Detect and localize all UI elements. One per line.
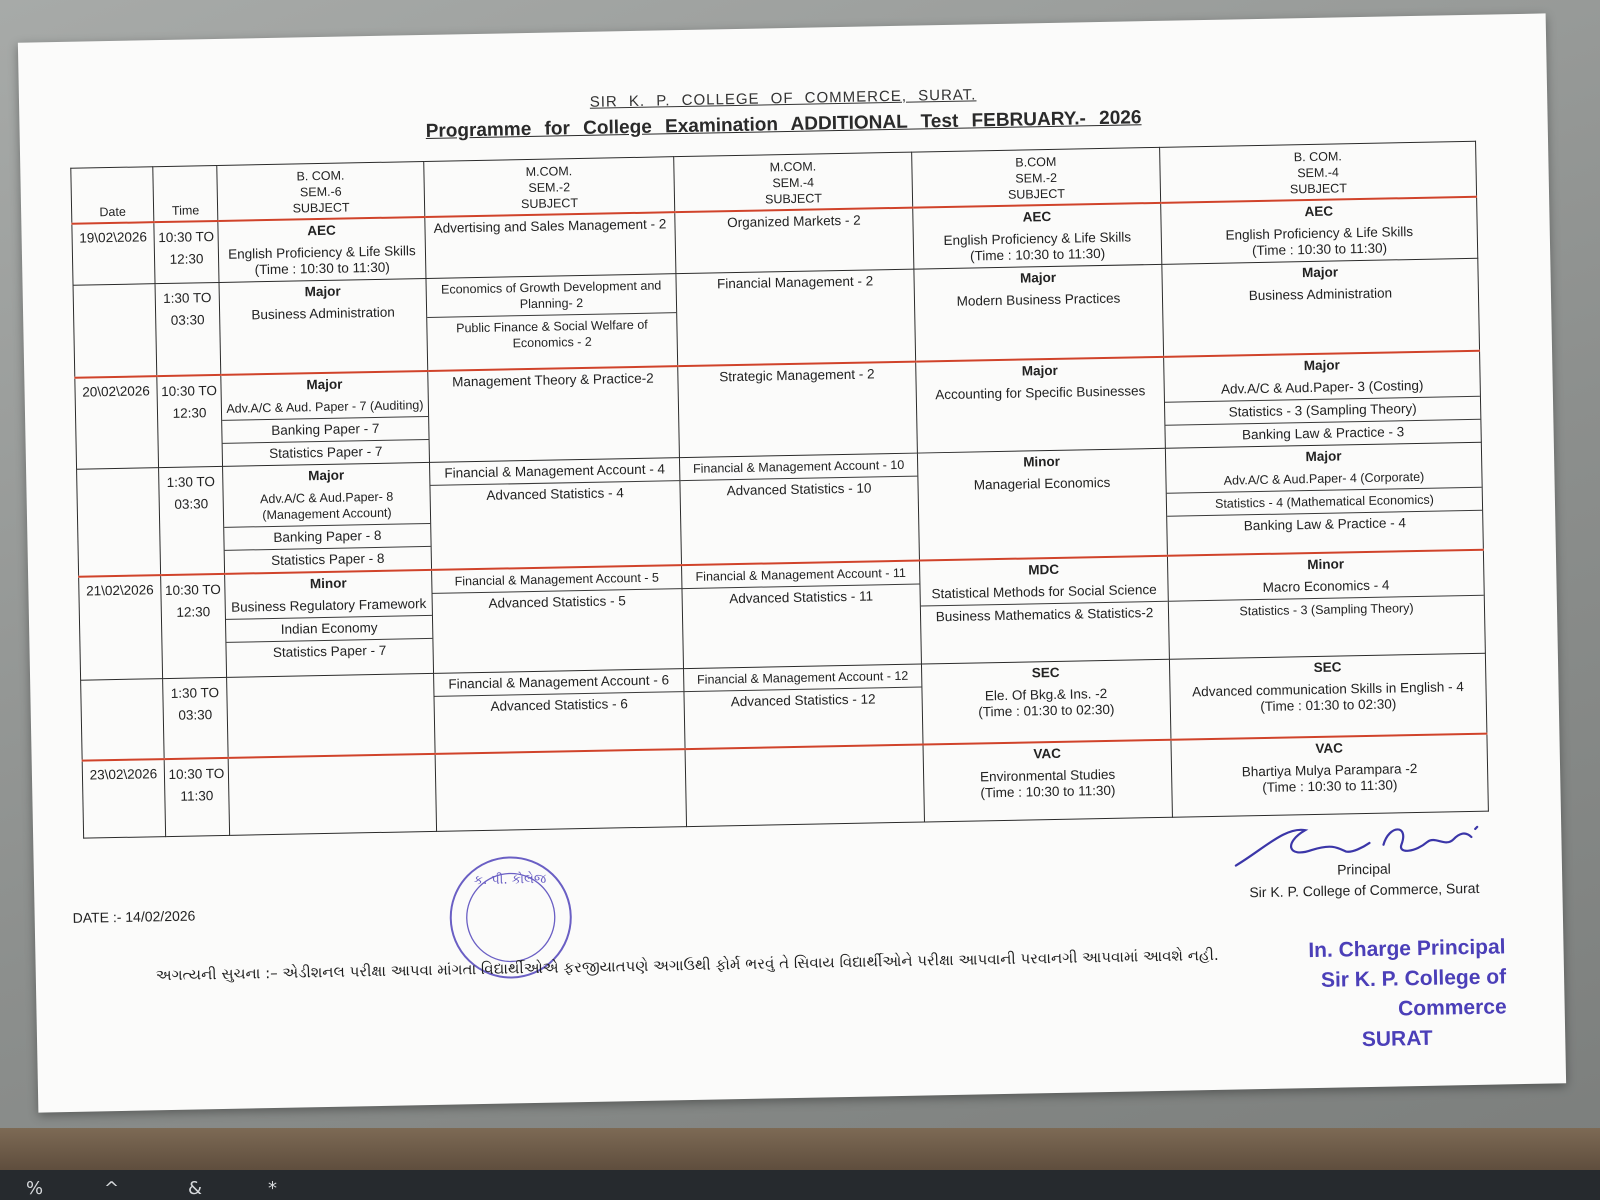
paper-name: Statistics Paper - 8 — [271, 550, 385, 568]
paper-category: Minor — [309, 575, 347, 591]
subject-cell — [921, 659, 1170, 744]
exam-time-line: 12:30 — [172, 404, 207, 421]
subject-cell — [1164, 350, 1482, 448]
paper-name: Managerial Economics — [973, 474, 1111, 492]
signatory-title: Principal — [1336, 860, 1391, 878]
stamp-line: Sir K. P. College of Commerce — [1320, 965, 1507, 1021]
exam-time-line: 1:30 TO — [170, 685, 220, 701]
time-column-header: Time — [153, 165, 218, 222]
programme-header-line: SUBJECT — [1007, 186, 1066, 202]
programme-column-header — [424, 157, 675, 217]
programme-column-header — [674, 152, 913, 212]
subject-cell — [1171, 733, 1488, 817]
paper-name: Modern Business Practices — [956, 290, 1121, 309]
subject-cell — [914, 264, 1164, 361]
paper-name: Advanced Statistics - 11 — [729, 587, 874, 606]
subject-cell — [679, 453, 919, 565]
exam-time-line: 03:30 — [170, 312, 205, 328]
paper-name: Banking Law & Practice - 4 — [1243, 514, 1407, 533]
subject-cell — [1161, 197, 1478, 265]
exam-date: 19\02\2026 — [72, 222, 155, 285]
paper-name: Adv.A/C & Aud. Paper - 7 (Auditing) — [222, 393, 428, 420]
programme-header-line: B. COM. — [296, 168, 345, 184]
paper-name: Financial & Management Account - 12 — [684, 665, 921, 693]
paper-name: Ele. Of Bkg.& Ins. -2 (Time : 01:30 to 02:30) — [978, 685, 1115, 720]
paper-category: SEC — [1031, 664, 1060, 681]
subject-cell — [1165, 442, 1483, 556]
paper-category: Major — [308, 467, 345, 483]
subject-cell — [923, 739, 1172, 822]
paper-name: Accounting for Specific Businesses — [935, 382, 1146, 402]
exam-date — [77, 467, 161, 576]
paper-name: Statistics Paper - 7 — [272, 642, 387, 660]
paper-category: Major — [304, 283, 341, 300]
paper-category: Major — [306, 376, 343, 392]
paper-name: English Proficiency & Life Skills (Time : 10:30 to 11:30) — [943, 229, 1132, 264]
subject-cell — [913, 203, 1162, 269]
paper-name: Financial Management - 2 — [716, 273, 874, 292]
subject-cell — [917, 448, 1167, 560]
exam-date — [73, 284, 157, 378]
paper-name: Financial & Management Account - 4 — [430, 458, 679, 486]
paper-name: English Proficiency & Life Skills (Time : 10:30 to 11:30) — [228, 243, 416, 278]
subject-cell — [218, 217, 426, 282]
exam-time-line: 03:30 — [174, 495, 209, 512]
exam-time-line: 1:30 TO — [166, 473, 216, 490]
programme-header-line: SUBJECT — [292, 200, 350, 216]
paper-category: Major — [1303, 356, 1340, 373]
paper-category: AEC — [307, 222, 336, 239]
paper-name: Business Regulatory Framework — [226, 592, 432, 619]
exam-timetable — [70, 141, 1489, 839]
programme-header-line: SEM.-4 — [772, 175, 815, 191]
subject-cell — [223, 462, 432, 573]
paper-name: Advanced Statistics - 4 — [486, 484, 624, 503]
keyboard-key: ^ — [104, 1178, 120, 1199]
programme-header-line: B.COM — [1015, 154, 1057, 170]
paper-name: Macro Economics - 4 — [1168, 572, 1483, 601]
programme-title: Programme for College Examination ADDITIONAL Test FEBRUARY.- 2026 — [425, 107, 1142, 142]
exam-time-line: 10:30 TO — [158, 229, 215, 246]
paper-name: Statistics - 3 (Sampling Theory) — [1239, 600, 1414, 618]
subject-cell — [221, 370, 430, 465]
paper-category: Major — [1301, 264, 1339, 281]
paper-name: Indian Economy — [226, 615, 432, 642]
paper-category: Major — [1305, 447, 1342, 464]
paper-name: Adv.A/C & Aud.Paper- 8 (Management Account) — [223, 484, 430, 527]
exam-time — [163, 677, 229, 758]
stamp-line: SURAT — [1361, 1026, 1433, 1052]
signatory-block — [1214, 856, 1515, 904]
paper-name: Advanced Statistics - 5 — [488, 592, 626, 611]
exam-time-line: 12:30 — [176, 603, 211, 620]
programme-header-line: B. COM. — [1293, 149, 1342, 165]
exam-time — [155, 282, 221, 375]
college-name: SIR K. P. COLLEGE OF COMMERCE, SURAT. — [589, 86, 977, 111]
exam-time — [161, 573, 227, 678]
issue-date: DATE :- 14/02/2026 — [72, 907, 196, 926]
exam-time — [157, 374, 223, 467]
paper-name: Banking Paper - 7 — [222, 416, 428, 443]
keyboard — [0, 1170, 1600, 1200]
paper-name: Public Finance & Social Welfare of Economics - 2 — [456, 317, 648, 351]
subject-cell — [676, 269, 916, 366]
programme-column-header — [1160, 141, 1477, 203]
subject-cell — [434, 669, 685, 754]
exam-date: 20\02\2026 — [75, 376, 159, 469]
subject-cell — [682, 560, 922, 669]
subject-cell — [678, 361, 918, 457]
exam-time-line: 03:30 — [178, 707, 213, 723]
paper-name: Banking Law & Practice - 3 — [1241, 423, 1405, 442]
programme-column-header — [912, 147, 1161, 207]
paper-name: Banking Paper - 8 — [224, 523, 430, 550]
programme-header-line: SEM.-2 — [528, 180, 571, 195]
programme-header-line: M.COM. — [525, 164, 573, 180]
paper-name: Statistics - 4 (Mathematical Economics) — [1167, 487, 1482, 516]
paper-category: MDC — [1028, 561, 1060, 577]
exam-time-line: 11:30 — [180, 787, 214, 804]
paper-name: Economics of Growth Development and Planning- 2 — [426, 274, 676, 318]
stamp-line: In. Charge Principal — [1308, 935, 1506, 963]
subject-cell — [1162, 258, 1480, 356]
paper-category: Minor — [1307, 555, 1345, 572]
subject-cell — [1167, 549, 1485, 659]
programme-header-line: SEM.-6 — [299, 184, 342, 200]
programme-header-line: M.COM. — [769, 159, 817, 175]
exam-time-line: 12:30 — [169, 251, 204, 267]
paper-category: Minor — [1023, 453, 1061, 470]
exam-time-line: 1:30 TO — [163, 290, 212, 307]
subject-cell — [685, 744, 924, 827]
paper-category: SEC — [1313, 659, 1342, 676]
programme-header-line: SUBJECT — [520, 196, 579, 212]
exam-time-line: 10:30 TO — [161, 382, 218, 399]
subject-cell — [432, 565, 684, 674]
paper-name: Financial & Management Account - 5 — [432, 566, 681, 594]
exam-notice-sheet — [18, 13, 1566, 1112]
paper-name: Statistics - 3 (Sampling Theory) — [1165, 396, 1480, 425]
paper-name: Advanced Statistics - 6 — [490, 696, 628, 714]
exam-time-line: 10:30 TO — [164, 581, 221, 598]
exam-date: 21\02\2026 — [79, 575, 163, 681]
subject-cell — [435, 749, 686, 832]
paper-name: Strategic Management - 2 — [719, 365, 875, 384]
paper-category: Major — [1019, 269, 1057, 286]
paper-name: Business Administration — [251, 304, 395, 323]
desk-edge — [0, 1128, 1600, 1174]
subject-cell — [227, 673, 435, 757]
paper-name: Organized Markets - 2 — [727, 212, 861, 231]
paper-name: Financial & Management Account - 11 — [682, 561, 919, 589]
incharge-principal-stamp — [1225, 932, 1507, 1057]
exam-time-line: 10:30 TO — [168, 765, 225, 782]
subject-cell — [919, 555, 1169, 664]
exam-time — [159, 466, 225, 575]
programme-header-line: SEM.-2 — [1015, 170, 1058, 186]
subject-cell — [684, 664, 923, 749]
paper-category: VAC — [1033, 745, 1062, 761]
subject-cell — [429, 457, 681, 569]
paper-name: Environmental Studies (Time : 10:30 to 11:30) — [979, 766, 1116, 800]
keyboard-key: % — [26, 1178, 44, 1199]
subject-cell — [426, 274, 678, 371]
keyboard-key: & — [188, 1178, 203, 1199]
paper-name: Management Theory & Practice-2 — [451, 370, 654, 389]
signatory-org: Sir K. P. College of Commerce, Surat — [1249, 879, 1480, 901]
programme-header-line: SUBJECT — [764, 191, 823, 207]
important-instruction-note: અગત્યની સુચના :– એડીશનલ પરીક્ષા આપવા માંગતા વિદ્યાર્થીઓએ ફરજીયાતપણે અગાઉથી ફોર્મ ભરવું તે સિવાય વિદ્યાર્થીઓને પરીક્ષા આપવાની પરવાનગી આપવામાં આવશે નહી. — [155, 945, 1219, 985]
subject-cell — [228, 753, 436, 835]
paper-name: Adv.A/C & Aud.Paper- 4 (Corporate) — [1166, 464, 1481, 493]
paper-name: Statistical Methods for Social Science — [920, 578, 1167, 606]
subject-cell — [219, 278, 428, 374]
programme-column-header — [217, 161, 425, 220]
subject-cell — [425, 212, 676, 278]
exam-date: 23\02\2026 — [82, 759, 165, 839]
paper-name: Financial & Management Account - 10 — [680, 453, 917, 481]
paper-name: Business Administration — [1248, 285, 1393, 304]
subject-cell — [675, 208, 914, 274]
subject-cell — [428, 366, 680, 462]
subject-cell — [916, 356, 1166, 452]
programme-header-line: SUBJECT — [1289, 181, 1348, 197]
paper-name: Advertising and Sales Management - 2 — [433, 216, 667, 236]
date-column-header: Date — [71, 167, 154, 224]
paper-name: Advanced communication Skills in English - 4 (Time : 01:30 to 02:30) — [1192, 679, 1464, 715]
programme-header-line: SEM.-4 — [1297, 165, 1340, 181]
paper-category: AEC — [1304, 203, 1334, 220]
paper-name: Business Mathematics & Statistics-2 — [935, 604, 1154, 624]
exam-time — [154, 221, 219, 284]
keyboard-key: * — [268, 1178, 277, 1199]
paper-name: Advanced Statistics - 12 — [730, 691, 876, 710]
paper-category: Major — [1021, 362, 1058, 379]
round-stamp-text: ક. પી. કોલેજ — [473, 871, 547, 889]
paper-name: Bhartiya Mulya Parampara -2 (Time : 10:30 to 11:30) — [1241, 760, 1418, 795]
paper-name: Statistics Paper - 7 — [268, 443, 383, 461]
paper-name: English Proficiency & Life Skills (Time : 10:30 to 11:30) — [1225, 224, 1414, 259]
paper-category: VAC — [1315, 739, 1344, 756]
paper-name: Advanced Statistics - 10 — [726, 479, 872, 498]
paper-category: AEC — [1022, 208, 1052, 225]
exam-date — [81, 679, 165, 761]
paper-name: Adv.A/C & Aud.Paper- 3 (Costing) — [1165, 373, 1480, 402]
paper-name: Financial & Management Account - 6 — [434, 669, 683, 697]
subject-cell — [225, 569, 434, 677]
exam-time — [164, 757, 229, 836]
subject-cell — [1169, 653, 1486, 739]
